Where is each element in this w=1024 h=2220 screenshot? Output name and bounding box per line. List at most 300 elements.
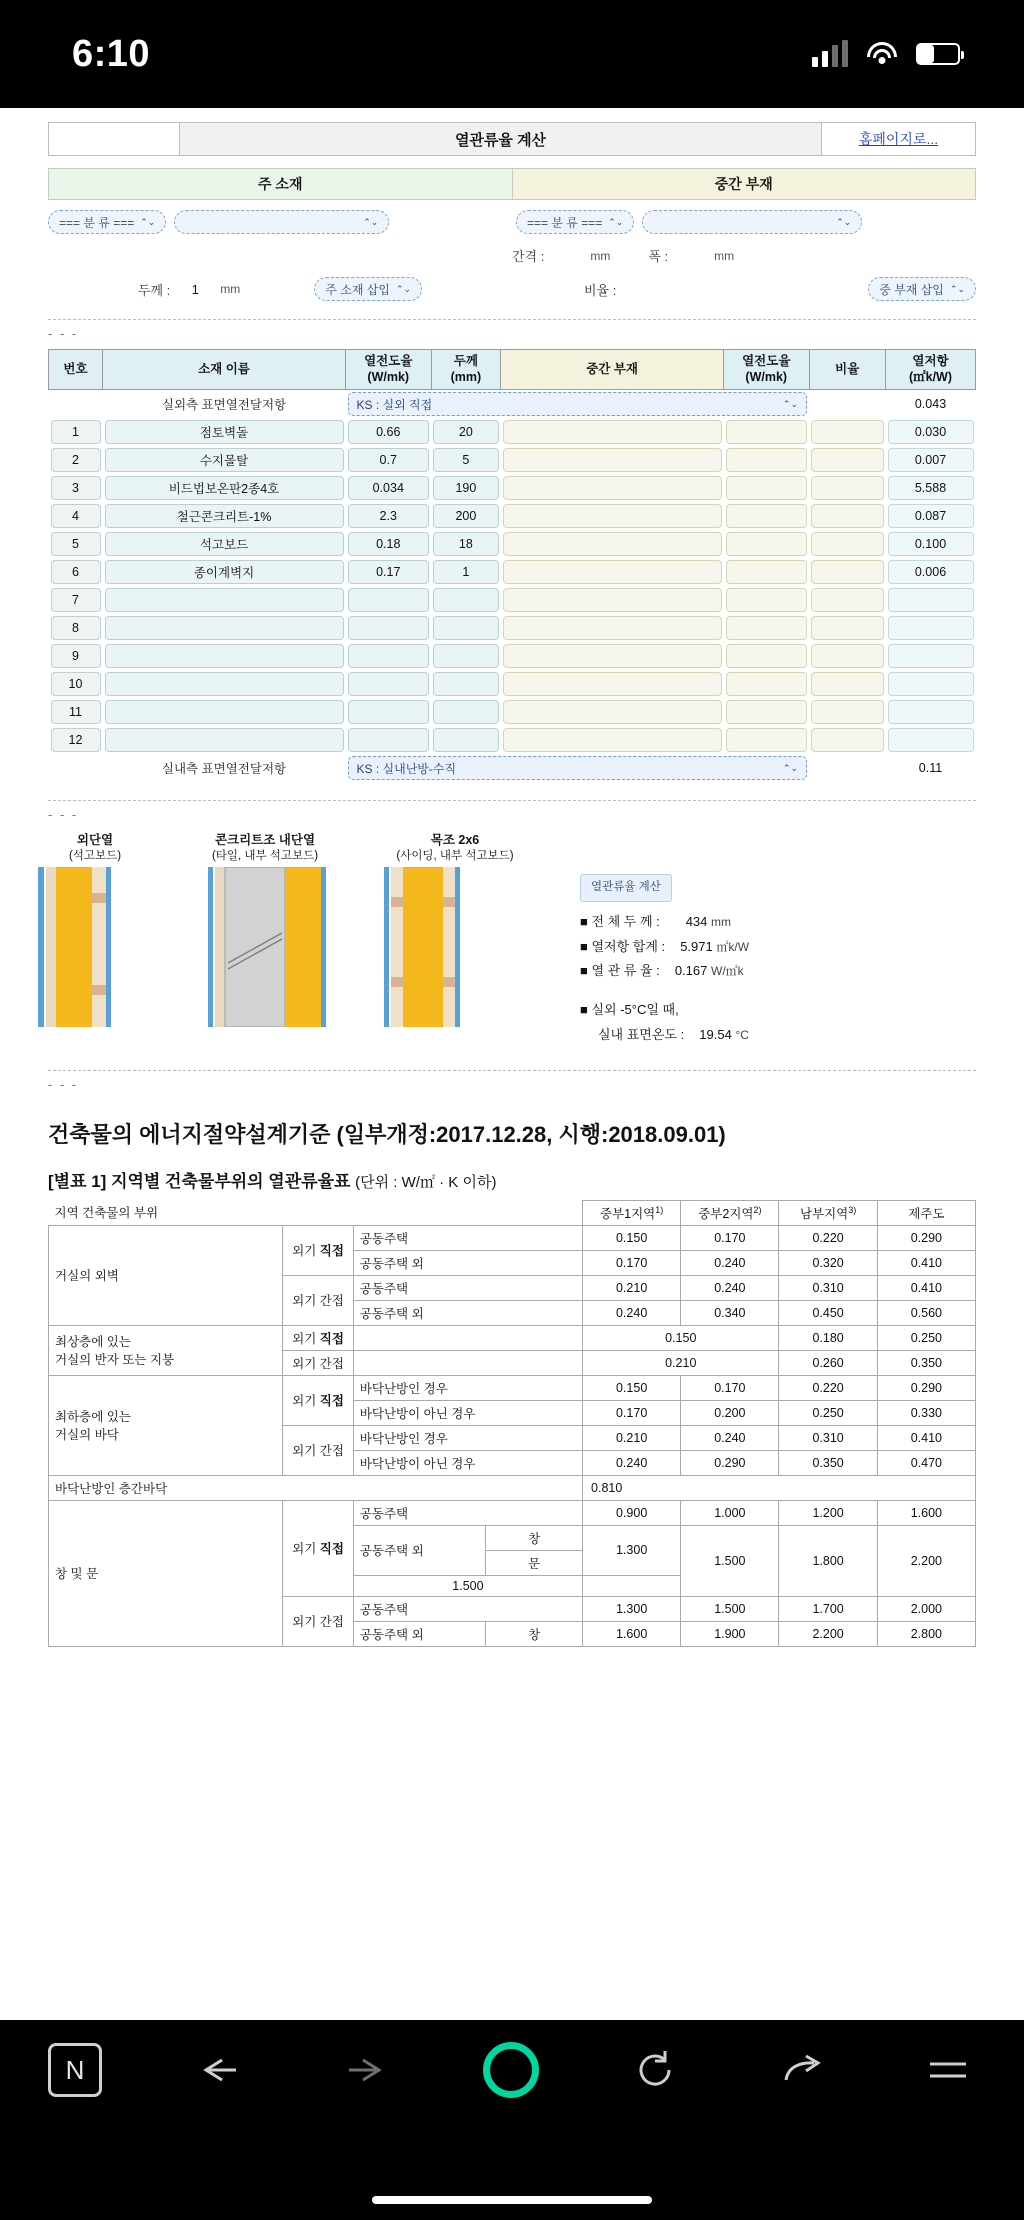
- row-material-name[interactable]: 철근콘크리트-1%: [105, 504, 344, 528]
- standards-col-central1-sup: 1): [655, 1204, 664, 1215]
- cell-central2: 0.170: [681, 1225, 779, 1250]
- row-middle[interactable]: [503, 728, 722, 752]
- row-thickness[interactable]: 1: [433, 560, 499, 584]
- diagram-2-subtitle: (타일, 내부 석고보드): [211, 849, 319, 862]
- browser-toolbar: [0, 2020, 1024, 2220]
- section-bands: [48, 168, 976, 200]
- cell-central1: 0.900: [583, 1500, 681, 1525]
- cell-central2: 0.290: [681, 1450, 779, 1475]
- reload-icon[interactable]: [629, 2047, 685, 2093]
- row-ratio[interactable]: [811, 504, 884, 528]
- cell-central1: 0.170: [583, 1400, 681, 1425]
- row-material-name[interactable]: 점토벽돌: [105, 420, 344, 444]
- page-title: 열관류율 계산: [180, 122, 822, 156]
- row-no: 10: [51, 672, 101, 696]
- row-conductivity-2[interactable]: [726, 588, 808, 612]
- thickness-unit: mm: [220, 282, 241, 296]
- summary-resistance-sum-value: 5.971: [680, 938, 713, 954]
- table-row: [49, 698, 976, 726]
- col-name: 소재 이름: [103, 350, 346, 390]
- thickness-input[interactable]: 1: [191, 281, 199, 297]
- share-icon[interactable]: [774, 2050, 830, 2090]
- row-thickness[interactable]: 5: [433, 448, 499, 472]
- row-sub-non-apartment: 공동주택 외: [353, 1300, 582, 1325]
- divider: [48, 1070, 976, 1071]
- exposure-outer-text: 외기: [292, 1444, 317, 1459]
- row-no: 9: [51, 644, 101, 668]
- row-conductivity[interactable]: 0.18: [348, 532, 430, 556]
- standards-col-region: 지역 건축물의 부위: [54, 1206, 159, 1221]
- document-subtitle: [48, 1167, 976, 1192]
- status-bar: [0, 0, 1024, 108]
- tabs-icon-label: N: [65, 2054, 85, 2085]
- table-row: [49, 446, 976, 474]
- table-row: [49, 1225, 976, 1250]
- home-link[interactable]: 홈페이지로...: [822, 122, 976, 156]
- exposure-direct-text: 직접: [319, 1331, 344, 1346]
- cell-south: 1.800: [779, 1525, 877, 1596]
- row-thickness[interactable]: 20: [433, 420, 499, 444]
- row-conductivity-2[interactable]: [726, 448, 808, 472]
- chevron-updown-icon: ⌃⌄: [395, 283, 412, 294]
- material-main-select[interactable]: [174, 210, 389, 234]
- cell-central: 0.210: [583, 1350, 779, 1375]
- chevron-updown-icon: ⌃⌄: [782, 398, 798, 409]
- standards-table: [48, 1200, 976, 1647]
- row-resistance: 0.030: [888, 420, 974, 444]
- row-group-interfloor: 바닥난방인 층간바닥: [49, 1475, 583, 1500]
- row-no: 3: [51, 476, 101, 500]
- exposure-indirect-text: 간접: [319, 1444, 344, 1459]
- row-material-name[interactable]: [105, 588, 344, 612]
- row-conductivity[interactable]: [348, 588, 430, 612]
- back-arrow-icon[interactable]: [192, 2050, 248, 2090]
- row-sub-apartment: 공동주택: [353, 1596, 582, 1621]
- tabs-icon[interactable]: [48, 2043, 102, 2097]
- outside-surface-select-label: KS : 실외 직접: [356, 397, 433, 412]
- cell-central1: 1.600: [583, 1621, 681, 1646]
- summary-outside-temp-label: 실외 -5°C일 때,: [591, 1002, 679, 1018]
- row-group-lowest-floor-line1: 최하층에 있는: [55, 1410, 131, 1425]
- standards-col-central2-sup: 2): [753, 1204, 762, 1215]
- row-resistance: 5.588: [888, 476, 974, 500]
- diagram-section: [48, 832, 976, 1047]
- row-sub-empty: [353, 1350, 582, 1375]
- row-sub-apartment: 공동주택: [353, 1500, 582, 1525]
- standards-col-south-text: 남부지역: [799, 1206, 849, 1221]
- row-group-top-floor-line2: 거실의 반자 또는 지붕: [55, 1353, 175, 1368]
- cell-central1: 0.210: [583, 1275, 681, 1300]
- row-middle[interactable]: [503, 476, 722, 500]
- divider-dots: - - -: [48, 807, 79, 823]
- row-middle[interactable]: [503, 616, 722, 640]
- row-conductivity-2[interactable]: [726, 532, 808, 556]
- standards-col-central2: [681, 1200, 779, 1225]
- summary-inside-surface-unit: °C: [735, 1027, 749, 1042]
- row-ratio[interactable]: [811, 616, 884, 640]
- diagram-1-title-text: 외단열: [76, 833, 114, 848]
- row-conductivity[interactable]: [348, 728, 430, 752]
- row-conductivity[interactable]: [348, 700, 430, 724]
- diagram-3-subtitle: (사이딩, 내부 석고보드): [396, 849, 514, 862]
- row-no: 11: [51, 700, 101, 724]
- row-middle[interactable]: [503, 644, 722, 668]
- row-resistance: [888, 700, 974, 724]
- cell-jeju: 0.330: [877, 1400, 975, 1425]
- width-label: 폭 :: [648, 249, 669, 264]
- cell-south: 0.220: [779, 1375, 877, 1400]
- material-table: [48, 349, 976, 782]
- ratio-label: 비율 :: [584, 282, 617, 298]
- home-circle-icon[interactable]: [483, 2042, 539, 2098]
- cell-central: 0.150: [583, 1325, 779, 1350]
- row-thickness[interactable]: [433, 672, 499, 696]
- main-material-selectors: [48, 210, 508, 234]
- forward-arrow-icon[interactable]: [337, 2050, 393, 2090]
- row-conductivity[interactable]: 0.7: [348, 448, 430, 472]
- cell-south: 0.310: [779, 1275, 877, 1300]
- gap-unit: mm: [590, 248, 611, 263]
- row-conductivity-2[interactable]: [726, 672, 808, 696]
- divider-dots: - - -: [48, 1076, 79, 1092]
- row-middle[interactable]: [503, 420, 722, 444]
- cell-jeju: 0.290: [877, 1375, 975, 1400]
- summary-total-thickness-value: 434: [685, 914, 708, 930]
- row-no: 1: [51, 420, 101, 444]
- diagram-2-title-text: 콘크리트조 내단열: [214, 833, 316, 848]
- gap-width-row: [48, 246, 976, 265]
- exposure-direct: [283, 1500, 354, 1596]
- cell-central1: 0.150: [583, 1375, 681, 1400]
- chevron-updown-icon: ⌃⌄: [140, 216, 156, 227]
- row-middle[interactable]: [503, 560, 722, 584]
- row-conductivity[interactable]: 0.17: [348, 560, 430, 584]
- row-conductivity-2[interactable]: [726, 560, 808, 584]
- col-middle: 중간 부재: [501, 350, 724, 390]
- row-ratio[interactable]: [811, 644, 884, 668]
- row-resistance: [888, 644, 974, 668]
- row-ratio[interactable]: [811, 420, 884, 444]
- cell-central2: 0.240: [681, 1425, 779, 1450]
- row-sub-non-apartment-label: 공동주택 외: [359, 1544, 424, 1559]
- row-thickness[interactable]: 190: [433, 476, 499, 500]
- row-conductivity[interactable]: [348, 616, 430, 640]
- table-row: [49, 670, 976, 698]
- chevron-updown-icon: ⌃⌄: [363, 216, 379, 227]
- divider-dots: - - -: [48, 326, 79, 341]
- cell-south: 0.260: [779, 1350, 877, 1375]
- row-resistance: 0.007: [888, 448, 974, 472]
- table-row: [49, 502, 976, 530]
- row-sub-window: 창: [486, 1622, 582, 1646]
- cell-central2: 0.340: [681, 1300, 779, 1325]
- table-row: [49, 614, 976, 642]
- summary-total-thickness-unit: mm: [711, 915, 732, 930]
- row-sub-window: 창: [486, 1526, 582, 1551]
- row-material-name[interactable]: [105, 616, 344, 640]
- col-resistance-line2: (㎡k/W): [908, 369, 953, 384]
- row-conductivity[interactable]: 0.034: [348, 476, 430, 500]
- standards-col-jeju: 제주도: [877, 1200, 975, 1225]
- material-mid-select[interactable]: [642, 210, 862, 234]
- cell-jeju: 0.470: [877, 1450, 975, 1475]
- table-row: [49, 558, 976, 586]
- cell-central2: 1.000: [681, 1500, 779, 1525]
- cell-central1: 1.300: [583, 1525, 681, 1575]
- header-row: [48, 122, 976, 156]
- row-middle[interactable]: [503, 700, 722, 724]
- row-ratio[interactable]: [811, 728, 884, 752]
- insert-mid-label: 중 부재 삽입: [879, 282, 944, 297]
- divider: [48, 319, 976, 320]
- table-row: [49, 1325, 976, 1350]
- thickness-label: 두께 :: [137, 282, 171, 298]
- summary-u-value-unit: W/㎡k: [711, 964, 744, 979]
- row-conductivity[interactable]: 2.3: [348, 504, 430, 528]
- row-resistance: [888, 728, 974, 752]
- chevron-updown-icon: ⌃⌄: [836, 216, 852, 227]
- row-resistance: 0.006: [888, 560, 974, 584]
- cell-south: 0.320: [779, 1250, 877, 1275]
- inside-surface-resistance: 0.11: [918, 761, 943, 776]
- row-conductivity-2[interactable]: [726, 728, 808, 752]
- cell-jeju: 0.290: [877, 1225, 975, 1250]
- category-mid-label: === 분 류 ===: [527, 215, 603, 230]
- row-material-name[interactable]: [105, 700, 344, 724]
- row-ratio[interactable]: [811, 588, 884, 612]
- category-main-select[interactable]: [48, 210, 166, 234]
- exposure-outer-text: 외기: [292, 1244, 317, 1259]
- table-row: [49, 1475, 976, 1500]
- row-ratio[interactable]: [811, 700, 884, 724]
- row-sub-apartment: 공동주택: [353, 1275, 582, 1300]
- exposure-direct: [283, 1325, 354, 1350]
- row-group-window-door: 창 및 문: [49, 1500, 283, 1646]
- row-material-name[interactable]: 석고보드: [105, 532, 344, 556]
- row-ratio[interactable]: [811, 448, 884, 472]
- row-conductivity-2[interactable]: [726, 504, 808, 528]
- exposure-direct: [283, 1375, 354, 1425]
- outside-surface-resistance: 0.043: [914, 397, 947, 412]
- row-conductivity-2[interactable]: [726, 420, 808, 444]
- row-middle[interactable]: [503, 588, 722, 612]
- row-ratio[interactable]: [811, 476, 884, 500]
- standards-col-central1-text: 중부1지역: [599, 1206, 656, 1221]
- cell-central2: 1.500: [681, 1596, 779, 1621]
- row-sub-non-apartment-label: 공동주택 외: [359, 1627, 424, 1642]
- header-blank-cell[interactable]: [48, 122, 180, 156]
- inside-surface-select[interactable]: [348, 756, 808, 780]
- table-row: [49, 726, 976, 754]
- row-no: 2: [51, 448, 101, 472]
- col-thickness: [431, 350, 501, 390]
- cell-south: 0.180: [779, 1325, 877, 1350]
- menu-icon[interactable]: [920, 2050, 976, 2090]
- table-row: [49, 586, 976, 614]
- thickness-insert-row: [48, 277, 976, 301]
- insert-mid-button[interactable]: [868, 277, 976, 301]
- row-ratio[interactable]: [811, 560, 884, 584]
- row-group-lowest-floor: [49, 1375, 283, 1475]
- row-middle[interactable]: [503, 448, 722, 472]
- summary-total-thickness: ■ 전 체 두 께 : 434 mm: [580, 910, 976, 935]
- row-group-exterior-wall: 거실의 외벽: [49, 1225, 283, 1325]
- cell-south: 0.450: [779, 1300, 877, 1325]
- summary-resistance-sum: ■ 열저항 합계 : 5.971 ㎡k/W: [580, 935, 976, 960]
- row-no: 12: [51, 728, 101, 752]
- cell-south: 0.250: [779, 1400, 877, 1425]
- row-thickness[interactable]: [433, 728, 499, 752]
- exposure-direct-text: 직접: [319, 1244, 344, 1259]
- exposure-direct-text: 직접: [319, 1394, 344, 1409]
- standards-header-row: [49, 1200, 976, 1225]
- diagram-1-graphic: [20, 867, 170, 1027]
- toolbar-items: [0, 2020, 1024, 2098]
- row-no: 4: [51, 504, 101, 528]
- col-resistance: [886, 350, 976, 390]
- summary-total-thickness-label: 전 체 두 께 :: [591, 914, 660, 930]
- exposure-indirect: [283, 1275, 354, 1325]
- row-conductivity[interactable]: 0.66: [348, 420, 430, 444]
- middle-member-selectors: [516, 210, 976, 234]
- col-conductivity-2-line2: (W/mk): [745, 369, 788, 384]
- category-mid-select[interactable]: [516, 210, 634, 234]
- col-conductivity-2-line1: 열전도율: [742, 354, 791, 368]
- exposure-outer-text: 외기: [292, 1394, 317, 1409]
- row-sub-non-apartment-window: [353, 1525, 582, 1575]
- row-ratio[interactable]: [811, 532, 884, 556]
- row-material-name[interactable]: [105, 644, 344, 668]
- cell-central1: 0.210: [583, 1425, 681, 1450]
- exposure-outer-text: 외기: [292, 1615, 317, 1630]
- cell-interfloor-value: 0.810: [583, 1475, 976, 1500]
- row-middle[interactable]: [503, 504, 722, 528]
- diagram-1-title: [20, 832, 170, 863]
- row-middle[interactable]: [503, 672, 722, 696]
- cell-central2: 0.240: [681, 1250, 779, 1275]
- summary-inside-surface-temp: [580, 1023, 976, 1048]
- exposure-direct: [283, 1225, 354, 1275]
- row-sub-non-apartment: 공동주택 외: [353, 1250, 582, 1275]
- row-ratio[interactable]: [811, 672, 884, 696]
- col-conductivity-2: [724, 350, 810, 390]
- table-row: [49, 530, 976, 558]
- cell-central2: 1.500: [681, 1525, 779, 1596]
- summary-inside-surface-value: 19.54: [699, 1026, 732, 1042]
- calculation-summary: [550, 832, 976, 1047]
- cell-central1: 0.240: [583, 1300, 681, 1325]
- cell-jeju: 0.560: [877, 1300, 975, 1325]
- gap-label: 간격 :: [512, 249, 545, 264]
- row-no: 8: [51, 616, 101, 640]
- row-sub-door: 문: [486, 1550, 582, 1575]
- row-conductivity-2[interactable]: [726, 476, 808, 500]
- row-no: 7: [51, 588, 101, 612]
- row-thickness[interactable]: 200: [433, 504, 499, 528]
- table-row: [49, 1375, 976, 1400]
- battery-icon: [916, 43, 960, 65]
- row-conductivity[interactable]: [348, 644, 430, 668]
- table-row: [49, 418, 976, 446]
- insert-main-label: 주 소재 삽입: [325, 282, 390, 297]
- inside-surface-select-label: KS : 실내난방-수직: [356, 761, 457, 776]
- row-material-name[interactable]: 비드법보온판2종4호: [105, 476, 344, 500]
- cell-central2: 0.200: [681, 1400, 779, 1425]
- row-thickness[interactable]: [433, 700, 499, 724]
- row-conductivity[interactable]: [348, 672, 430, 696]
- row-thickness[interactable]: 18: [433, 532, 499, 556]
- row-material-name[interactable]: 종이계벽지: [105, 560, 344, 584]
- col-conductivity-1-line1: 열전도율: [364, 354, 413, 368]
- diagram-2-title: [170, 832, 360, 863]
- row-material-name[interactable]: [105, 672, 344, 696]
- row-material-name[interactable]: 수지몰탈: [105, 448, 344, 472]
- diagram-3-title: [360, 832, 550, 863]
- cell-central1: 0.240: [583, 1450, 681, 1475]
- row-group-top-floor-ceiling: [49, 1325, 283, 1375]
- status-icons: [812, 41, 960, 67]
- summary-outside-temp: ■ 실외 -5°C일 때,: [580, 998, 976, 1023]
- table-row: [49, 1500, 976, 1525]
- table-row: [49, 474, 976, 502]
- row-group-top-floor-line1: 최상층에 있는: [55, 1335, 131, 1350]
- row-sub-apartment: 공동주택: [353, 1225, 582, 1250]
- summary-inside-surface-label: 실내 표면온도 :: [598, 1026, 685, 1042]
- row-thickness[interactable]: [433, 616, 499, 640]
- row-sub-no-floor-heating: 바닥난방이 아닌 경우: [353, 1450, 582, 1475]
- row-thickness[interactable]: [433, 644, 499, 668]
- row-conductivity-2[interactable]: [726, 616, 808, 640]
- standards-col-central1: [583, 1200, 681, 1225]
- row-thickness[interactable]: [433, 588, 499, 612]
- cell-south: 1.200: [779, 1500, 877, 1525]
- cell-jeju: 0.350: [877, 1350, 975, 1375]
- diagram-3-graphic: [360, 867, 550, 1027]
- chevron-updown-icon: ⌃⌄: [608, 216, 624, 227]
- document-title: 건축물의 에너지절약설계기준 (일부개정:2017.12.28, 시행:2018.09.01): [48, 1121, 726, 1147]
- cell-door-central1: 1.500: [353, 1575, 582, 1596]
- insert-main-button[interactable]: [314, 277, 422, 301]
- cell-jeju: 0.410: [877, 1250, 975, 1275]
- diagram-exterior-insulation: [20, 832, 170, 1047]
- standards-col-south-sup: 3): [848, 1204, 857, 1215]
- row-resistance: [888, 672, 974, 696]
- cell-south: 1.700: [779, 1596, 877, 1621]
- row-conductivity-2[interactable]: [726, 644, 808, 668]
- exposure-indirect: [283, 1596, 354, 1646]
- exposure-indirect: [283, 1350, 354, 1375]
- outside-surface-select[interactable]: [348, 392, 808, 416]
- exposure-direct-text: 직접: [319, 1542, 344, 1557]
- cell-jeju: 2.000: [877, 1596, 975, 1621]
- cell-jeju: 1.600: [877, 1500, 975, 1525]
- cell-central1: 0.170: [583, 1250, 681, 1275]
- cell-jeju: 2.200: [877, 1525, 975, 1596]
- col-conductivity-1: [346, 350, 432, 390]
- band-main-material: 주 소재: [48, 168, 513, 200]
- col-thickness-line1: 두께: [453, 354, 478, 368]
- row-conductivity-2[interactable]: [726, 700, 808, 724]
- document-subtitle-bold: [별표 1] 지역별 건축물부위의 열관류율표: [48, 1171, 351, 1191]
- col-thickness-line2: (mm): [450, 369, 482, 384]
- row-material-name[interactable]: [105, 728, 344, 752]
- row-middle[interactable]: [503, 532, 722, 556]
- band-middle-member: 중간 부재: [513, 168, 977, 200]
- row-sub-non-apartment-window-indirect: [353, 1621, 582, 1646]
- col-conductivity-1-line2: (W/mk): [367, 369, 410, 384]
- cell-south: 0.350: [779, 1450, 877, 1475]
- summary-u-value-label: 열 관 류 율 :: [591, 963, 660, 979]
